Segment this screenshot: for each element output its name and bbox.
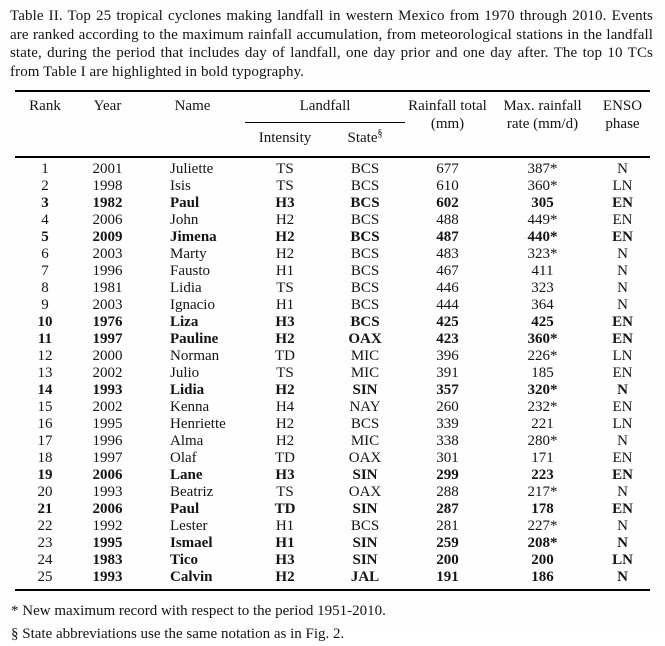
cell-intensity: H2 (275, 382, 295, 398)
cell-name: Marty (170, 246, 207, 262)
cell-intensity: H2 (275, 229, 295, 245)
cell-rainfall-total: 260 (436, 399, 459, 415)
cell-state: BCS (350, 416, 380, 432)
table-row (15, 382, 650, 399)
cell-year: 1996 (92, 433, 123, 449)
cell-enso: LN (612, 416, 633, 432)
cell-enso: N (617, 161, 628, 177)
cell-rainfall-total: 281 (436, 518, 459, 534)
cell-enso: EN (612, 450, 633, 466)
table-row (15, 280, 650, 297)
cell-year: 2001 (92, 161, 123, 177)
cell-year: 1981 (92, 280, 123, 296)
cell-max-rate: 305 (531, 195, 554, 211)
cell-rank: 4 (41, 212, 49, 228)
footnotes (11, 600, 653, 646)
cell-enso: EN (612, 365, 633, 381)
cell-state: SIN (352, 501, 378, 517)
cell-name: Fausto (170, 263, 211, 279)
cell-state: BCS (350, 195, 380, 211)
cell-rainfall-total: 488 (436, 212, 459, 228)
cell-rainfall-total: 301 (436, 450, 459, 466)
cell-rainfall-total: 339 (436, 416, 459, 432)
cell-enso: LN (612, 552, 633, 568)
cell-name: Lester (170, 518, 208, 534)
cell-intensity: H2 (275, 331, 295, 347)
cell-max-rate: 449* (527, 212, 558, 228)
cell-name: Kenna (170, 399, 210, 415)
cell-state: OAX (348, 331, 382, 347)
col-header-enso (595, 91, 650, 157)
cell-max-rate: 320* (527, 382, 558, 398)
col-header-intensity: Intensity (258, 129, 312, 146)
cell-rainfall-total: 287 (436, 501, 459, 517)
cell-enso: EN (612, 467, 633, 483)
cell-rainfall-total: 200 (436, 552, 459, 568)
table-body (15, 157, 650, 590)
cell-intensity: H2 (275, 433, 295, 449)
cell-name: Lidia (170, 280, 202, 296)
cell-state: MIC (350, 365, 380, 381)
cell-year: 1993 (92, 484, 123, 500)
cell-rank: 12 (37, 348, 53, 364)
cell-rank: 11 (37, 331, 53, 347)
cell-max-rate: 232* (527, 399, 558, 415)
cell-state: SIN (352, 382, 378, 398)
cell-name: Ismael (170, 535, 213, 551)
cell-name: Norman (170, 348, 220, 364)
col-header-rainfall-total (405, 91, 490, 157)
col-header-year: Year (93, 98, 122, 114)
cell-year: 1993 (92, 569, 123, 585)
table-row (15, 450, 650, 467)
cell-max-rate: 171 (531, 450, 554, 466)
table-row (15, 569, 650, 590)
cell-year: 1993 (92, 382, 123, 398)
cell-intensity: H1 (275, 263, 295, 279)
cell-enso: EN (612, 399, 633, 415)
cell-max-rate: 280* (527, 433, 558, 449)
cell-max-rate: 440* (527, 229, 558, 245)
cell-max-rate: 221 (531, 416, 554, 432)
table-row (15, 399, 650, 416)
header-row-top (15, 91, 650, 123)
cell-rainfall-total: 396 (436, 348, 459, 364)
table-row (15, 484, 650, 501)
col-header-rank: Rank (29, 98, 61, 114)
cell-intensity: H3 (275, 314, 295, 330)
max-rate-line2: rate (mm/d) (506, 116, 579, 132)
cell-rainfall-total: 444 (436, 297, 459, 313)
max-rate-line1: Max. rainfall (503, 98, 582, 114)
state-label: State (347, 129, 378, 146)
cell-intensity: TS (276, 280, 294, 296)
cell-state: BCS (350, 297, 380, 313)
cell-state: NAY (349, 399, 381, 415)
cell-enso: N (617, 433, 628, 449)
cell-intensity: TD (275, 348, 295, 364)
table-row (15, 365, 650, 382)
col-header-name: Name (174, 98, 211, 114)
cell-rank: 9 (41, 297, 49, 313)
table-row (15, 467, 650, 484)
cell-enso: N (617, 484, 628, 500)
cell-rainfall-total: 677 (436, 161, 459, 177)
cell-year: 1997 (92, 331, 123, 347)
cell-enso: N (617, 246, 628, 262)
cell-year: 1976 (92, 314, 123, 330)
cell-name: Julio (170, 365, 200, 381)
cell-year: 2003 (92, 246, 123, 262)
cell-year: 2002 (92, 365, 123, 381)
cell-year: 1996 (92, 263, 123, 279)
cell-rank: 10 (37, 314, 53, 330)
rainfall-total-line2: (mm) (430, 116, 465, 132)
cell-enso: EN (612, 314, 633, 330)
cell-rainfall-total: 259 (436, 535, 459, 551)
cell-rank: 3 (41, 195, 49, 211)
cell-rank: 8 (41, 280, 49, 296)
cell-intensity: H2 (275, 416, 295, 432)
cell-year: 1995 (92, 535, 123, 551)
cell-max-rate: 425 (531, 314, 554, 330)
cell-state: BCS (350, 161, 380, 177)
cell-state: BCS (350, 263, 380, 279)
cell-state: MIC (350, 348, 380, 364)
cell-enso: EN (612, 331, 633, 347)
cell-intensity: TS (276, 365, 294, 381)
cell-state: BCS (350, 229, 380, 245)
cell-name: John (170, 212, 199, 228)
cell-rank: 7 (41, 263, 49, 279)
cell-max-rate: 360* (527, 178, 558, 194)
cell-rainfall-total: 391 (436, 365, 459, 381)
cell-max-rate: 226* (527, 348, 558, 364)
cell-intensity: H2 (275, 569, 295, 585)
cell-rainfall-total: 191 (436, 569, 459, 585)
cell-enso: EN (612, 229, 633, 245)
cell-name: Ignacio (170, 297, 215, 313)
cell-intensity: TD (274, 501, 296, 517)
table-row (15, 535, 650, 552)
cell-name: Henriette (170, 416, 226, 432)
cell-rank: 19 (37, 467, 53, 483)
table-row (15, 433, 650, 450)
cell-max-rate: 364 (531, 297, 554, 313)
cell-rainfall-total: 602 (436, 195, 459, 211)
cell-rainfall-total: 288 (436, 484, 459, 500)
cell-name: Pauline (170, 331, 219, 347)
cell-state: OAX (348, 484, 382, 500)
cell-intensity: TS (276, 161, 294, 177)
table-row (15, 246, 650, 263)
table-row (15, 229, 650, 246)
table-row (15, 212, 650, 229)
cell-name: Paul (170, 195, 200, 211)
table-row (15, 518, 650, 535)
table-row (15, 157, 650, 178)
cell-name: Lane (170, 467, 203, 483)
cell-rainfall-total: 425 (436, 314, 459, 330)
cell-rank: 25 (37, 569, 53, 585)
cell-enso: EN (612, 212, 633, 228)
cell-year: 1992 (92, 518, 123, 534)
cell-max-rate: 411 (531, 263, 554, 279)
cell-rank: 13 (37, 365, 53, 381)
cell-rank: 14 (37, 382, 53, 398)
cell-rank: 20 (37, 484, 53, 500)
cell-max-rate: 323 (531, 280, 554, 296)
cyclone-table (15, 90, 650, 591)
cell-rank: 1 (41, 161, 49, 177)
cell-rank: 2 (41, 178, 49, 194)
cell-year: 1982 (92, 195, 123, 211)
table-row (15, 348, 650, 365)
cell-year: 1998 (92, 178, 123, 194)
cell-state: SIN (352, 535, 378, 551)
cell-name: Calvin (170, 569, 213, 585)
cell-name: Tico (170, 552, 199, 568)
table-row (15, 297, 650, 314)
cell-state: SIN (352, 467, 378, 483)
cell-rank: 15 (37, 399, 53, 415)
cell-max-rate: 208* (527, 535, 558, 551)
cell-intensity: H3 (275, 195, 295, 211)
col-header-max-rate (490, 91, 595, 157)
cell-enso: EN (612, 195, 633, 211)
cell-state: BCS (350, 178, 380, 194)
cell-max-rate: 223 (531, 467, 554, 483)
cell-max-rate: 217* (527, 484, 558, 500)
cell-year: 2002 (92, 399, 123, 415)
cell-enso: N (617, 297, 628, 313)
rainfall-total-line1: Rainfall total (408, 98, 487, 114)
cell-state: OAX (348, 450, 382, 466)
cell-enso: N (617, 569, 628, 585)
cell-year: 2009 (92, 229, 123, 245)
cell-rank: 21 (37, 501, 53, 517)
table-caption: Table II. Top 25 tropical cyclones making landfall in western Mexico from 1970 through 2010. Events are ranked according to the maximum rainfall accumulation, from meteorological stations in the landfall state, during the period that includes day of landfall, one day prior and one day after. The top 10 TCs from Table I are highlighted in bold typography. (10, 8, 653, 80)
cell-year: 1995 (92, 416, 123, 432)
cell-rainfall-total: 299 (436, 467, 459, 483)
section-mark: § (377, 127, 383, 139)
enso-line1: ENSO (602, 98, 643, 114)
cell-enso: LN (612, 348, 633, 364)
cell-rainfall-total: 467 (436, 263, 459, 279)
cell-intensity: H4 (275, 399, 295, 415)
cell-rank: 24 (37, 552, 53, 568)
cell-name: Jimena (170, 229, 217, 245)
cell-max-rate: 360* (527, 331, 558, 347)
cell-intensity: H2 (275, 212, 295, 228)
cell-rank: 16 (37, 416, 53, 432)
cell-name: Lidia (170, 382, 205, 398)
cell-state: BCS (350, 212, 380, 228)
cell-enso: N (617, 535, 628, 551)
cell-enso: EN (612, 501, 633, 517)
table-row (15, 195, 650, 212)
cell-rainfall-total: 446 (436, 280, 459, 296)
cell-enso: N (617, 280, 628, 296)
table-row (15, 263, 650, 280)
cell-year: 2006 (92, 467, 123, 483)
table-row (15, 331, 650, 348)
cell-enso: N (617, 263, 628, 279)
cell-year: 1983 (92, 552, 123, 568)
cell-rank: 22 (37, 518, 53, 534)
cell-name: Juliette (170, 161, 214, 177)
cell-intensity: H3 (275, 467, 295, 483)
col-header-state (325, 123, 405, 158)
col-header-landfall: Landfall (245, 91, 405, 123)
table-row (15, 552, 650, 569)
cell-state: BCS (350, 246, 380, 262)
table-row (15, 178, 650, 195)
cell-intensity: TS (276, 484, 294, 500)
cell-rank: 6 (41, 246, 49, 262)
cell-rainfall-total: 483 (436, 246, 459, 262)
table-row (15, 501, 650, 518)
cell-max-rate: 200 (531, 552, 554, 568)
cell-intensity: H1 (275, 297, 295, 313)
enso-line2: phase (605, 116, 640, 132)
footnote-section: § State abbreviations use the same notation as in Fig. 2. (11, 626, 345, 642)
cell-rainfall-total: 338 (436, 433, 459, 449)
cell-state: JAL (350, 569, 380, 585)
cell-rank: 17 (37, 433, 53, 449)
cell-name: Beatriz (170, 484, 214, 500)
cell-rank: 5 (41, 229, 49, 245)
cell-max-rate: 323* (527, 246, 558, 262)
cell-max-rate: 387* (527, 161, 558, 177)
cell-rank: 23 (37, 535, 53, 551)
cell-max-rate: 178 (531, 501, 554, 517)
cell-intensity: H2 (275, 246, 295, 262)
footnote-asterisk: * New maximum record with respect to the period 1951-2010. (11, 603, 386, 619)
cell-rainfall-total: 357 (436, 382, 459, 398)
cell-state: MIC (350, 433, 380, 449)
cell-year: 2003 (92, 297, 123, 313)
cell-enso: N (617, 518, 628, 534)
table-row (15, 314, 650, 331)
cell-max-rate: 185 (531, 365, 554, 381)
cell-year: 2006 (92, 212, 123, 228)
cell-name: Olaf (170, 450, 197, 466)
cell-year: 2006 (92, 501, 123, 517)
cell-enso: LN (612, 178, 633, 194)
cell-state: SIN (352, 552, 378, 568)
cell-enso: N (617, 382, 628, 398)
cell-name: Isis (170, 178, 191, 194)
cell-intensity: H1 (275, 518, 295, 534)
cell-rainfall-total: 487 (436, 229, 459, 245)
cell-intensity: H3 (275, 552, 295, 568)
cell-state: BCS (350, 280, 380, 296)
cell-intensity: H1 (275, 535, 295, 551)
cell-year: 1997 (92, 450, 123, 466)
cell-name: Alma (170, 433, 204, 449)
cell-year: 2000 (92, 348, 123, 364)
cell-intensity: TS (276, 178, 294, 194)
cell-state: BCS (350, 518, 380, 534)
table-row (15, 416, 650, 433)
cell-name: Liza (170, 314, 199, 330)
cell-intensity: TD (275, 450, 295, 466)
cell-state: BCS (350, 314, 380, 330)
cell-max-rate: 227* (527, 518, 558, 534)
cell-rainfall-total: 423 (436, 331, 459, 347)
table-header (15, 91, 650, 157)
cell-rank: 18 (37, 450, 53, 466)
cell-name: Paul (170, 501, 200, 517)
cell-rainfall-total: 610 (436, 178, 459, 194)
cell-max-rate: 186 (531, 569, 554, 585)
